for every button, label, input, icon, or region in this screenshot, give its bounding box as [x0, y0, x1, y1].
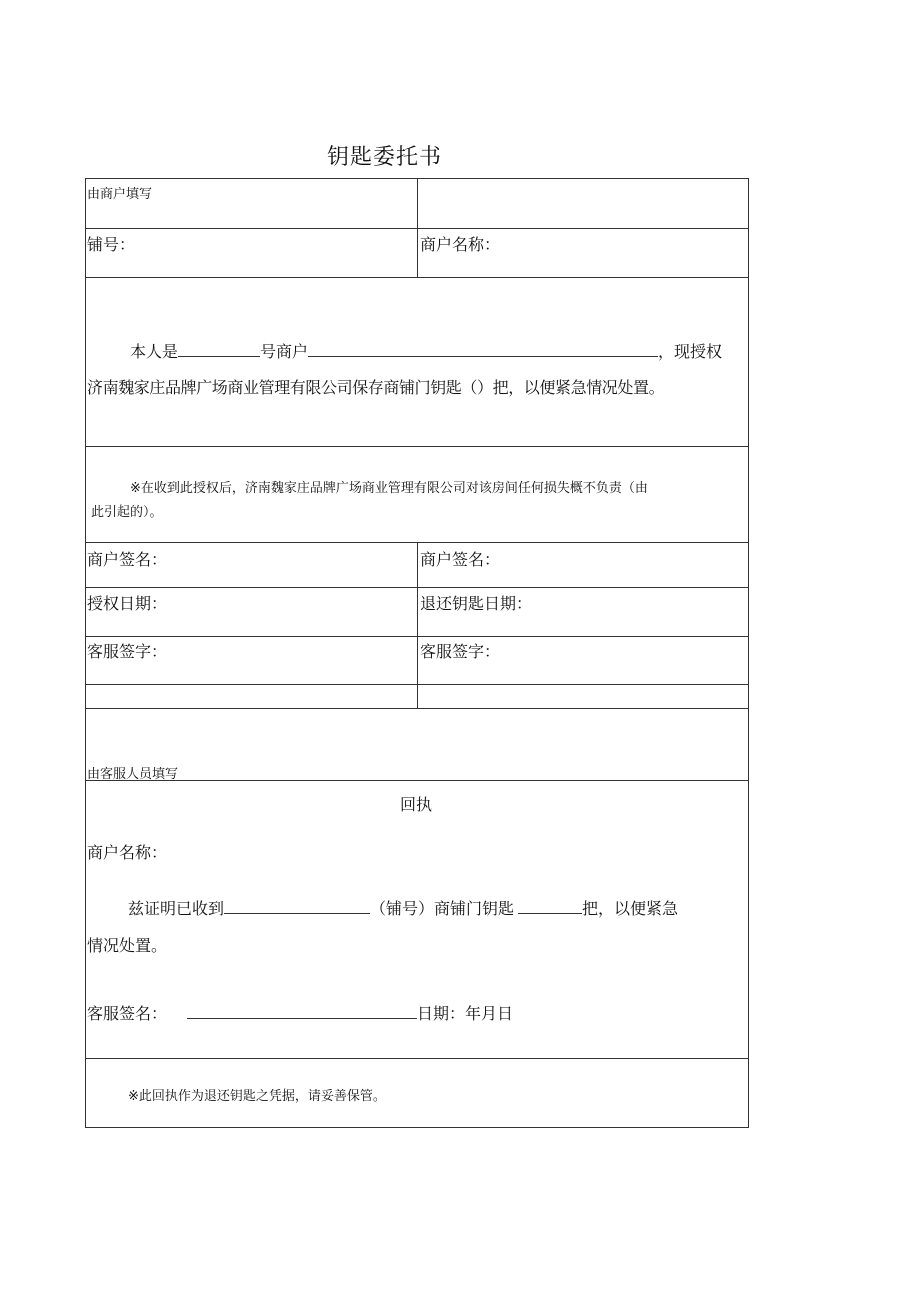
key-return-date-label: 退还钥匙日期：	[420, 594, 533, 613]
receipt-date-label: 日期：年月日	[417, 1004, 514, 1023]
cs-fill-label: 由客服人员填写	[87, 767, 179, 782]
merchant-name-blank	[308, 342, 658, 357]
shop-number-blank	[178, 342, 260, 357]
auth-text-c: ，现授权	[658, 342, 723, 361]
key-authorization-form	[85, 178, 749, 1128]
receipt-signature-line	[87, 1001, 513, 1024]
shop-number-blank	[224, 899, 370, 914]
cs-signature-label: 客服签名：	[87, 1004, 168, 1023]
authorization-line-2: 济南魏家庄品牌广场商业管理有限公司保存商铺门钥匙（）把，以便紧急情况处置。	[87, 378, 665, 397]
receipt-heading: 回执	[400, 795, 433, 814]
row-divider	[86, 446, 748, 447]
merchant-signature-right: 商户签名：	[420, 550, 501, 569]
merchant-signature-left: 商户签名：	[87, 550, 168, 569]
receipt-confirm-line-1	[128, 896, 678, 919]
key-count-blank	[518, 899, 582, 914]
receipt-merchant-name-label: 商户名称：	[87, 843, 168, 862]
merchant-name-label: 商户名称：	[420, 235, 501, 254]
confirm-text-b: （铺号）商铺门钥匙	[370, 899, 515, 918]
row-divider	[86, 780, 748, 781]
auth-text-b: 号商户	[260, 342, 309, 361]
disclaimer-line-1: ※在收到此授权后，济南魏家庄品牌广场商业管理有限公司对该房间任何损失概不负责（由	[130, 481, 648, 496]
column-divider	[417, 542, 418, 708]
auth-text-a: 本人是	[130, 342, 179, 361]
cs-signature-blank	[187, 1004, 417, 1019]
disclaimer-line-2: 此引起的）。	[91, 505, 163, 520]
page-title: 钥匙委托书	[327, 145, 443, 170]
merchant-fill-label: 由商户填写	[87, 187, 153, 202]
column-divider	[417, 179, 418, 277]
cs-signature-left: 客服签字：	[87, 642, 168, 661]
cs-signature-right: 客服签字：	[420, 642, 501, 661]
shop-number-label: 铺号：	[87, 235, 136, 254]
receipt-note: ※此回执作为退还钥匙之凭据，请妥善保管。	[128, 1089, 386, 1104]
confirm-text-c: 把，以便紧急	[582, 899, 679, 918]
row-divider	[86, 708, 748, 709]
row-divider	[86, 1058, 748, 1059]
confirm-text-a: 兹证明已收到	[128, 899, 225, 918]
authorization-date-label: 授权日期：	[87, 594, 168, 613]
receipt-confirm-line-2: 情况处置。	[87, 936, 168, 955]
authorization-line-1	[130, 339, 722, 362]
row-divider	[86, 277, 748, 278]
